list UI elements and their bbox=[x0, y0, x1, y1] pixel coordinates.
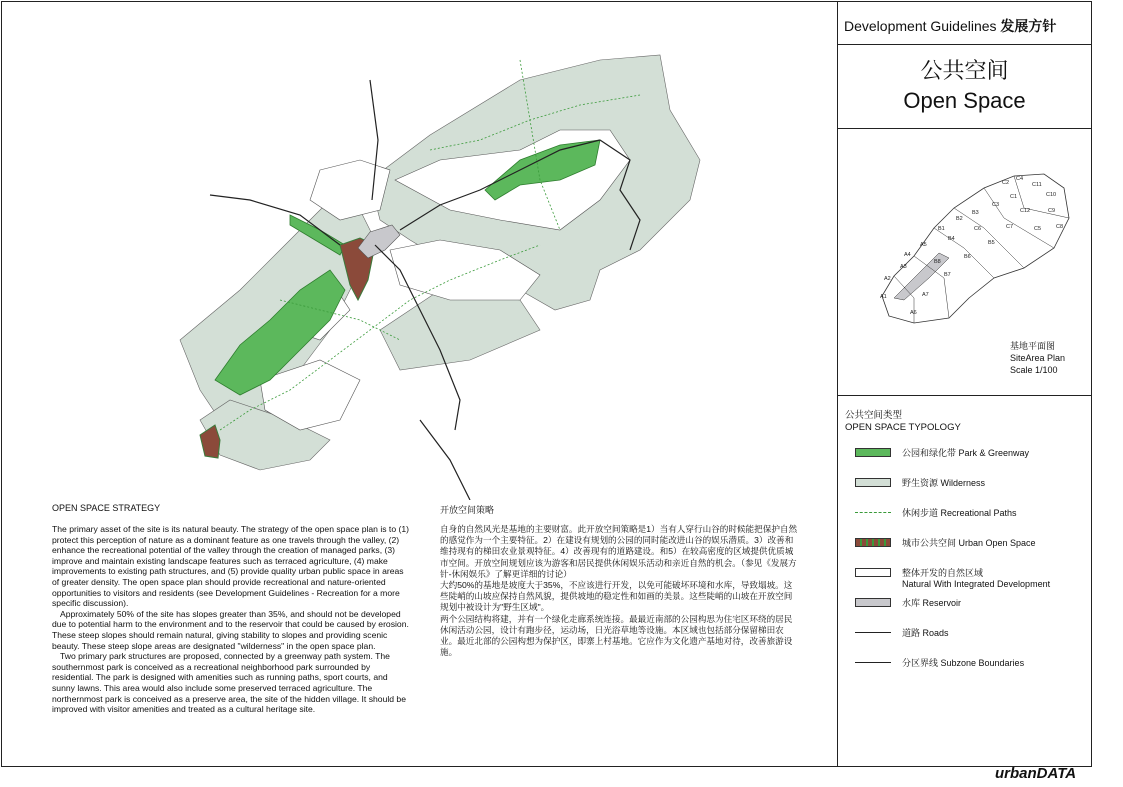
chinese-paragraph: 两个公园结构将建，并有一个绿化走廊系统连接。最最近南部的公园构思为住宅区环绕的居民休闲活动公园，设计有跑步径，运动场，日光浴草地等设施。本区域也包括部分保留梯田农业。最近北部的公园构想为保护区，即寨上村基地。它应作为文化遗产基地对待，改善旅游设施。 bbox=[440, 613, 793, 658]
legend-line bbox=[855, 632, 891, 633]
legend-line bbox=[855, 662, 891, 663]
page-title-cn: 公共空间 bbox=[920, 58, 1009, 83]
legend-swatch bbox=[855, 448, 891, 457]
site-label: B3 bbox=[972, 210, 979, 216]
english-paragraph: Two primary park structures are proposed, connected by a greenway path system. The southernmost park is conceived as a recreational neighborhood park surrounded by residential. The park is designed with amenities such as running paths, sport courts, and sunny lawns. This area would also include some preserved terraced agriculture. The northernmost park is conceived as a preserve area, the site of the hidden village. It should be improved with visitor amenities and treated as a cultural heritage site. bbox=[52, 651, 406, 715]
site-label: C11 bbox=[1032, 182, 1042, 188]
site-plan-caption-en: SiteArea Plan bbox=[1010, 353, 1066, 363]
legend-item-roads bbox=[855, 622, 1085, 642]
chinese-body bbox=[440, 524, 798, 658]
site-label: C5 bbox=[1034, 226, 1042, 232]
legend-label: 整体开发的自然区域 bbox=[902, 568, 984, 578]
legend-item-subzone bbox=[855, 652, 1085, 672]
site-label: A5 bbox=[920, 242, 927, 248]
title-rule bbox=[837, 128, 1092, 129]
legend-label: 水库 Reservoir bbox=[902, 598, 962, 608]
header-title-en: Development Guidelines bbox=[844, 18, 997, 34]
page-title-en: Open Space bbox=[903, 88, 1026, 113]
chinese-paragraph: 大约50%的基地是坡度大于35%，不应该进行开发，以免可能破坏环境和水库，导致塌坡。这些陡峭的山坡应保持自然风貌，提供坡地的稳定性和如画的美景。这些陡峭的山坡在开放空间规划中被设计为"野生区域"。 bbox=[440, 580, 793, 613]
page-title bbox=[837, 56, 1092, 116]
site-outline bbox=[882, 174, 1069, 323]
site-label: C12 bbox=[1020, 208, 1031, 214]
legend-label: 分区界线 Subzone Boundaries bbox=[902, 658, 1025, 668]
site-label: A4 bbox=[904, 252, 911, 258]
legend-item-paths bbox=[855, 502, 1085, 522]
site-label: B6 bbox=[964, 254, 971, 260]
site-label: A3 bbox=[900, 264, 907, 270]
english-body bbox=[52, 524, 410, 715]
english-paragraph: The primary asset of the site is its natural beauty. The strategy of the open space plan is to (1) protect this perception of nature as a dominant feature as one travels through the valley, (2) enhance the recreational potential of the valley through the creation of managed parks, (3) improve and maintain existing landscape features such as terraced agriculture, (4) make improvements to existing path structures, and (5) provide quality urban public space in areas of greater density. The open space plan should provide recreational and nature-oriented opportunities to visitors and residents (see Development Guidelines - Recreation for a more specific discussion). bbox=[52, 524, 409, 609]
site-label: B1 bbox=[938, 226, 945, 232]
site-plan-caption bbox=[1010, 340, 1065, 376]
legend-swatch bbox=[855, 478, 891, 487]
site-label: C7 bbox=[1006, 224, 1014, 230]
site-label: A1 bbox=[880, 294, 887, 300]
siteplan-rule bbox=[837, 395, 1092, 396]
english-paragraph: Approximately 50% of the site has slopes greater than 35%, and should not be developed due to potential harm to the environment and to the reservoir that could be caused by erosion. These steep slopes should remain natural, giving stability to slopes and providing scenic beauty. These steep slope areas are designated "wilderness" in the open space plan. bbox=[52, 608, 409, 651]
legend-item-wilderness bbox=[855, 472, 1085, 492]
legend-swatch bbox=[855, 538, 891, 547]
legend-label: 道路 Roads bbox=[902, 628, 949, 638]
site-label: B2 bbox=[956, 216, 963, 222]
site-label: C4 bbox=[1016, 176, 1024, 182]
legend-title bbox=[845, 410, 961, 434]
legend-label: 公园和绿化带 Park & Greenway bbox=[902, 448, 1030, 458]
site-label: A7 bbox=[922, 292, 929, 298]
legend-title-en: OPEN SPACE TYPOLOGY bbox=[845, 422, 961, 433]
header-title-cn: 发展方针 bbox=[1000, 18, 1057, 34]
english-heading: OPEN SPACE STRATEGY bbox=[52, 503, 161, 513]
site-label: C2 bbox=[1002, 180, 1010, 186]
site-label: A6 bbox=[910, 310, 917, 316]
site-label: B8 bbox=[934, 259, 941, 265]
site-label: C9 bbox=[1048, 208, 1056, 214]
site-plan-scale: Scale 1/100 bbox=[1010, 365, 1058, 375]
site-label: A2 bbox=[884, 276, 891, 282]
site-label: B4 bbox=[948, 236, 955, 242]
chinese-heading: 开放空间策略 bbox=[440, 505, 495, 515]
site-label: B7 bbox=[944, 272, 951, 278]
site-label: C8 bbox=[1056, 224, 1064, 230]
legend-line bbox=[855, 512, 891, 513]
legend-swatch bbox=[855, 598, 891, 607]
legend-item-development bbox=[855, 562, 1085, 590]
legend-label: 野生资源 Wilderness bbox=[902, 478, 986, 488]
legend-title-cn: 公共空间类型 bbox=[845, 410, 903, 421]
legend-label-en: Natural With Integrated Development bbox=[902, 579, 1051, 589]
chinese-paragraph: 自身的自然风光是基地的主要财富。此开放空间策略是1）当有人穿行山谷的时候能把保护自然的感觉作为一个主要特征。2）在建设有规划的公园的同时能改进山谷的娱乐潜质。3）改善和维持现有的梯田农业景观特征。4）改善现有的道路建设。和5）在较高密度的区域提供优质城市空间。开放空间规划应该为游客和居民提供休闲娱乐活动和亲近自然的机会。（参见《发展方针-休闲娱乐》了解更详细的讨论） bbox=[440, 524, 798, 579]
legend-label: 城市公共空间 Urban Open Space bbox=[902, 538, 1036, 548]
site-label: B5 bbox=[988, 240, 995, 246]
legend-item-urban bbox=[855, 532, 1085, 552]
site-plan-caption-cn: 基地平面图 bbox=[1010, 341, 1056, 351]
site-label: C1 bbox=[1010, 194, 1018, 200]
page-header bbox=[844, 16, 1056, 36]
site-label: C6 bbox=[974, 226, 982, 232]
site-label: C10 bbox=[1046, 192, 1057, 198]
header-rule bbox=[837, 44, 1092, 45]
legend-label: 休闲步道 Recreational Paths bbox=[902, 508, 1017, 518]
site-area-plan bbox=[874, 168, 1074, 328]
site-label: C3 bbox=[992, 202, 1000, 208]
open-space-map bbox=[0, 0, 835, 500]
brand-logo: urbanDATA bbox=[995, 765, 1077, 782]
legend-item-reservoir bbox=[855, 592, 1085, 612]
legend-swatch bbox=[855, 568, 891, 577]
legend-item-park bbox=[855, 442, 1085, 462]
